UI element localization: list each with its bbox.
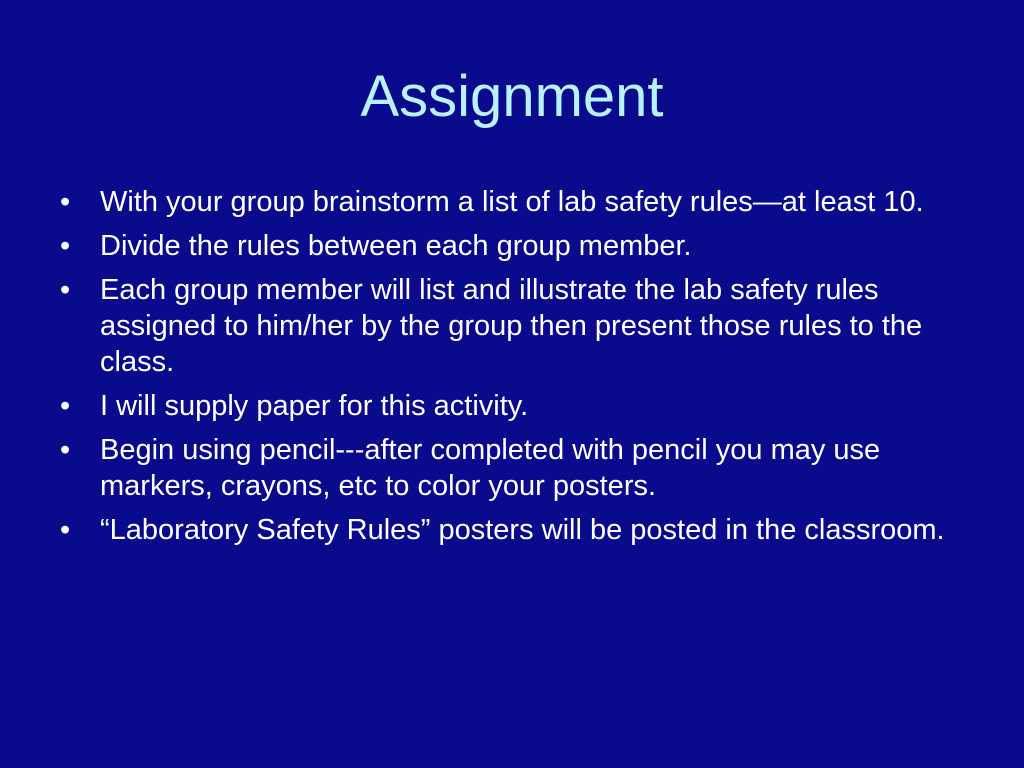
- bullet-item: [58, 432, 978, 504]
- bullet-item: [58, 228, 978, 264]
- slide-title: Assignment: [360, 64, 664, 129]
- bullet-icon: •: [60, 390, 71, 422]
- bullet-icon: •: [60, 186, 71, 218]
- bullet-item: [58, 388, 978, 424]
- bullet-text: Each group member will list and illustrate the lab safety rules assigned to him/her by the group then present those rules to the class.: [100, 274, 923, 378]
- bullet-text: Begin using pencil---after completed with pencil you may use markers, crayons, etc to color your posters.: [100, 434, 881, 502]
- bullet-item: [58, 512, 978, 548]
- bullet-text: Divide the rules between each group member.: [100, 230, 692, 262]
- bullet-icon: •: [60, 514, 71, 546]
- bullet-item: [58, 272, 978, 380]
- bullet-icon: •: [60, 230, 71, 262]
- bullet-list: [58, 184, 978, 556]
- bullet-text: “Laboratory Safety Rules” posters will be posted in the classroom.: [100, 514, 945, 546]
- bullet-icon: •: [60, 274, 71, 306]
- bullet-item: [58, 184, 978, 220]
- bullet-text: I will supply paper for this activity.: [100, 390, 529, 422]
- bullet-text: With your group brainstorm a list of lab safety rules—at least 10.: [100, 186, 924, 218]
- bullet-icon: •: [60, 434, 71, 466]
